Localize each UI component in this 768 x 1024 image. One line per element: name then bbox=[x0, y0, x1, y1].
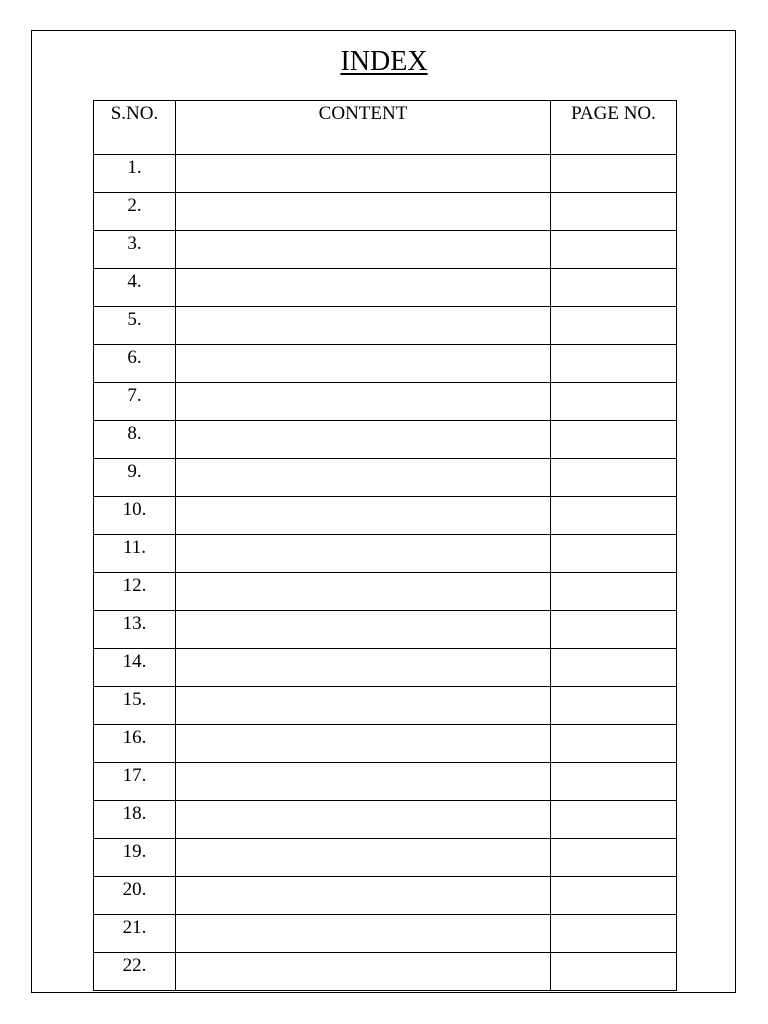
page-no-cell bbox=[551, 915, 677, 953]
table-row bbox=[94, 155, 677, 193]
table-row bbox=[94, 459, 677, 497]
sno-cell: 16. bbox=[94, 725, 176, 763]
content-cell bbox=[176, 915, 551, 953]
table-row bbox=[94, 535, 677, 573]
content-cell bbox=[176, 535, 551, 573]
page-no-cell bbox=[551, 611, 677, 649]
content-cell bbox=[176, 611, 551, 649]
header-sno: S.NO. bbox=[94, 101, 176, 155]
content-cell bbox=[176, 345, 551, 383]
sno-cell: 15. bbox=[94, 687, 176, 725]
sno-cell: 8. bbox=[94, 421, 176, 459]
content-cell bbox=[176, 497, 551, 535]
content-cell bbox=[176, 839, 551, 877]
content-cell bbox=[176, 687, 551, 725]
content-cell bbox=[176, 877, 551, 915]
page-title: INDEX bbox=[340, 46, 428, 77]
content-cell bbox=[176, 383, 551, 421]
content-cell bbox=[176, 573, 551, 611]
page-no-cell bbox=[551, 535, 677, 573]
sno-cell: 10. bbox=[94, 497, 176, 535]
table-row bbox=[94, 231, 677, 269]
sno-cell: 17. bbox=[94, 763, 176, 801]
sno-cell: 11. bbox=[94, 535, 176, 573]
sno-cell: 7. bbox=[94, 383, 176, 421]
content-cell bbox=[176, 269, 551, 307]
table-row bbox=[94, 763, 677, 801]
page-no-cell bbox=[551, 307, 677, 345]
content-cell bbox=[176, 725, 551, 763]
table-row bbox=[94, 269, 677, 307]
table-row bbox=[94, 915, 677, 953]
page-no-cell bbox=[551, 383, 677, 421]
table-row bbox=[94, 611, 677, 649]
page-no-cell bbox=[551, 421, 677, 459]
content-cell bbox=[176, 649, 551, 687]
sno-cell: 14. bbox=[94, 649, 176, 687]
table-row bbox=[94, 421, 677, 459]
page-no-cell bbox=[551, 649, 677, 687]
table-row bbox=[94, 801, 677, 839]
table-row bbox=[94, 877, 677, 915]
header-content: CONTENT bbox=[176, 101, 551, 155]
header-page-no: PAGE NO. bbox=[551, 101, 677, 155]
table-row bbox=[94, 649, 677, 687]
page-no-cell bbox=[551, 877, 677, 915]
sno-cell: 20. bbox=[94, 877, 176, 915]
sno-cell: 22. bbox=[94, 953, 176, 991]
page-no-cell bbox=[551, 269, 677, 307]
sno-cell: 6. bbox=[94, 345, 176, 383]
table-row bbox=[94, 193, 677, 231]
header-row bbox=[94, 101, 677, 155]
page-no-cell bbox=[551, 459, 677, 497]
sno-cell: 18. bbox=[94, 801, 176, 839]
table-row bbox=[94, 725, 677, 763]
sno-cell: 9. bbox=[94, 459, 176, 497]
table-row bbox=[94, 953, 677, 991]
page-no-cell bbox=[551, 573, 677, 611]
page-no-cell bbox=[551, 801, 677, 839]
page-no-cell bbox=[551, 231, 677, 269]
sno-cell: 3. bbox=[94, 231, 176, 269]
page-no-cell bbox=[551, 839, 677, 877]
table-row bbox=[94, 345, 677, 383]
content-cell bbox=[176, 801, 551, 839]
content-cell bbox=[176, 155, 551, 193]
sno-cell: 5. bbox=[94, 307, 176, 345]
content-cell bbox=[176, 231, 551, 269]
page-no-cell bbox=[551, 687, 677, 725]
sno-cell: 19. bbox=[94, 839, 176, 877]
page-no-cell bbox=[551, 763, 677, 801]
sno-cell: 4. bbox=[94, 269, 176, 307]
sno-cell: 1. bbox=[94, 155, 176, 193]
sno-cell: 13. bbox=[94, 611, 176, 649]
table-row bbox=[94, 839, 677, 877]
page-no-cell bbox=[551, 155, 677, 193]
page-no-cell bbox=[551, 345, 677, 383]
content-cell bbox=[176, 763, 551, 801]
page-no-cell bbox=[551, 953, 677, 991]
page-no-cell bbox=[551, 497, 677, 535]
page-no-cell bbox=[551, 725, 677, 763]
sno-cell: 2. bbox=[94, 193, 176, 231]
table-row bbox=[94, 573, 677, 611]
table-row bbox=[94, 383, 677, 421]
table-row bbox=[94, 307, 677, 345]
page-no-cell bbox=[551, 193, 677, 231]
sno-cell: 21. bbox=[94, 915, 176, 953]
table-row bbox=[94, 497, 677, 535]
sno-cell: 12. bbox=[94, 573, 176, 611]
content-cell bbox=[176, 307, 551, 345]
table-row bbox=[94, 687, 677, 725]
index-table bbox=[93, 100, 677, 991]
content-cell bbox=[176, 953, 551, 991]
content-cell bbox=[176, 193, 551, 231]
content-cell bbox=[176, 459, 551, 497]
content-cell bbox=[176, 421, 551, 459]
